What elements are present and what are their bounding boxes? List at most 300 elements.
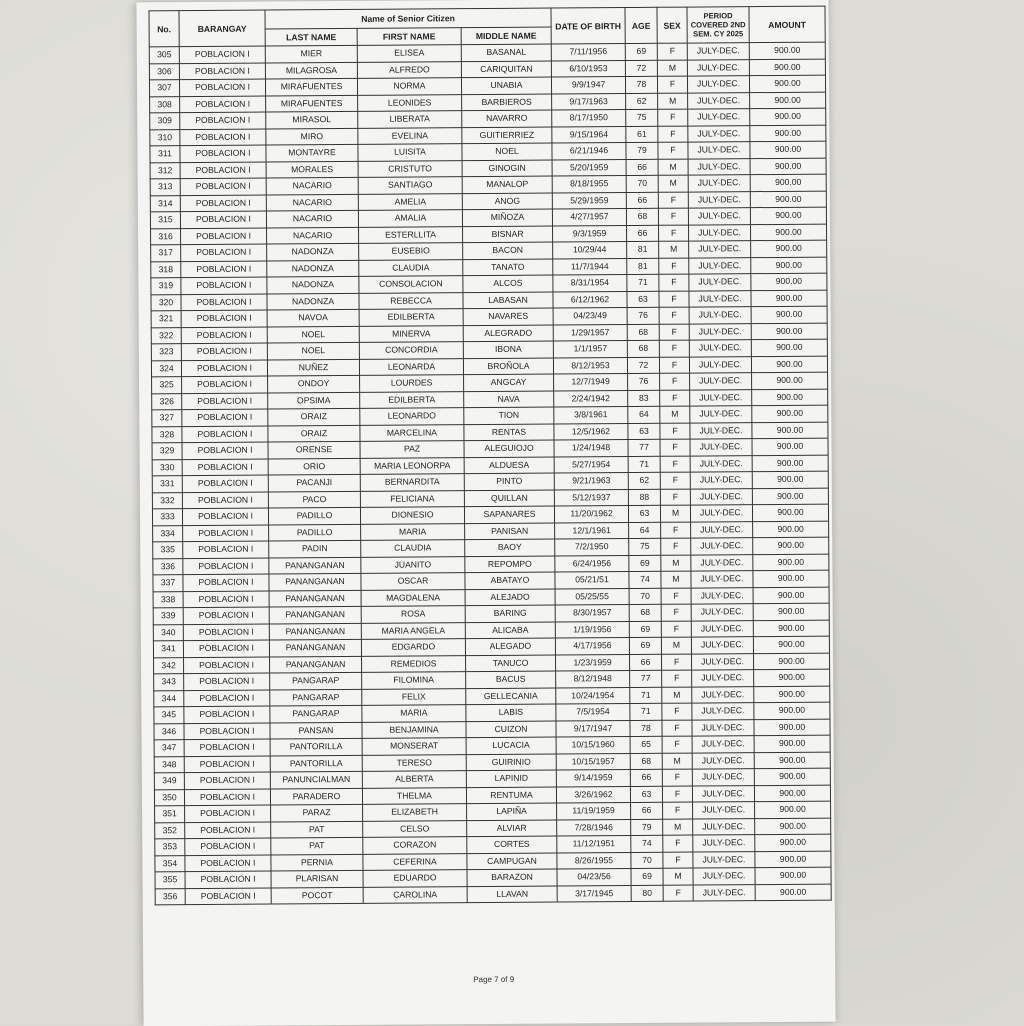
cell-middle-name: BARBIEROS [462, 94, 552, 111]
cell-first-name: MARCELINA [360, 424, 464, 441]
cell-barangay: POBLACION I [179, 79, 265, 96]
cell-barangay: POBLACION I [180, 112, 266, 129]
cell-amount: 900.00 [750, 207, 826, 224]
cell-date-of-birth: 9/3/1959 [553, 225, 627, 242]
cell-barangay: POBLACION I [183, 640, 269, 657]
cell-amount: 900.00 [753, 636, 829, 653]
cell-number: 319 [151, 278, 181, 295]
cell-middle-name: ALDUESA [464, 457, 554, 474]
cell-number: 329 [152, 443, 182, 460]
cell-age: 72 [627, 357, 659, 374]
cell-period: JULY-DEC. [688, 175, 750, 192]
cell-age: 69 [629, 555, 661, 572]
cell-sex: F [661, 538, 691, 555]
cell-middle-name: NAVA [464, 391, 554, 408]
header-date-of-birth: DATE OF BIRTH [551, 8, 625, 45]
cell-amount: 900.00 [755, 867, 831, 884]
cell-first-name: LEONARDO [360, 408, 464, 425]
cell-last-name: NOEL [267, 326, 359, 343]
cell-number: 326 [152, 393, 182, 410]
cell-last-name: ORENSE [268, 441, 360, 458]
cell-period: JULY-DEC. [690, 488, 752, 505]
cell-number: 346 [154, 723, 184, 740]
cell-last-name: PAT [271, 821, 363, 838]
cell-sex: F [660, 472, 690, 489]
cell-date-of-birth: 3/26/1962 [556, 786, 630, 803]
cell-sex: F [660, 456, 690, 473]
cell-amount: 900.00 [753, 587, 829, 604]
cell-period: JULY-DEC. [689, 290, 751, 307]
cell-barangay: POBLACION I [185, 888, 271, 905]
cell-number: 327 [152, 410, 182, 427]
cell-sex: F [658, 192, 688, 209]
cell-period: JULY-DEC. [692, 703, 754, 720]
cell-age: 66 [626, 192, 658, 209]
cell-number: 352 [155, 822, 185, 839]
cell-first-name: AMELIA [358, 193, 462, 210]
cell-number: 355 [155, 872, 185, 889]
cell-middle-name: QUILLAN [464, 490, 554, 507]
cell-sex: F [658, 208, 688, 225]
cell-period: JULY-DEC. [692, 670, 754, 687]
cell-age: 76 [628, 373, 660, 390]
cell-number: 343 [154, 674, 184, 691]
cell-age: 66 [630, 654, 662, 671]
cell-sex: F [659, 274, 689, 291]
cell-first-name: CRISTUTO [358, 160, 462, 177]
cell-barangay: POBLACION I [185, 871, 271, 888]
cell-sex: M [660, 505, 690, 522]
cell-period: JULY-DEC. [691, 538, 753, 555]
cell-amount: 900.00 [754, 735, 830, 752]
cell-period: JULY-DEC. [689, 257, 751, 274]
cell-first-name: CAROLINA [363, 886, 467, 903]
cell-sex: F [663, 885, 693, 902]
cell-last-name: PANANGANAN [269, 557, 361, 574]
cell-date-of-birth: 04/23/56 [557, 868, 631, 885]
cell-number: 349 [154, 773, 184, 790]
cell-period: JULY-DEC. [692, 769, 754, 786]
cell-date-of-birth: 10/15/1960 [556, 736, 630, 753]
cell-number: 305 [149, 47, 179, 64]
cell-period: JULY-DEC. [693, 851, 755, 868]
cell-last-name: ORAIZ [268, 425, 360, 442]
cell-age: 68 [629, 604, 661, 621]
cell-age: 79 [631, 819, 663, 836]
cell-barangay: POBLACION I [184, 756, 270, 773]
cell-number: 331 [152, 476, 182, 493]
cell-barangay: POBLACION I [182, 508, 268, 525]
cell-last-name: PAT [271, 837, 363, 854]
cell-middle-name: LAPINID [466, 770, 556, 787]
cell-sex: F [662, 786, 692, 803]
cell-barangay: POBLACION I [181, 294, 267, 311]
cell-first-name: MARIA [361, 523, 465, 540]
cell-age: 70 [629, 588, 661, 605]
cell-amount: 900.00 [753, 603, 829, 620]
cell-barangay: POBLACION I [185, 822, 271, 839]
cell-last-name: PANTORILLA [270, 738, 362, 755]
cell-middle-name: RENTAS [464, 424, 554, 441]
cell-amount: 900.00 [754, 686, 830, 703]
cell-date-of-birth: 4/17/1956 [555, 638, 629, 655]
cell-date-of-birth: 4/27/1957 [552, 209, 626, 226]
cell-first-name: SANTIAGO [358, 177, 462, 194]
cell-sex: F [659, 340, 689, 357]
cell-date-of-birth: 5/12/1937 [554, 489, 628, 506]
cell-middle-name: ALEGRADO [463, 325, 553, 342]
cell-middle-name: MANALOP [462, 176, 552, 193]
cell-last-name: NOEL [267, 342, 359, 359]
cell-last-name: MILAGROSA [265, 62, 357, 79]
cell-first-name: BENJAMINA [362, 721, 466, 738]
cell-age: 63 [628, 505, 660, 522]
cell-middle-name: REPOMPO [465, 556, 555, 573]
cell-age: 63 [630, 786, 662, 803]
cell-date-of-birth: 11/19/1959 [557, 802, 631, 819]
cell-number: 351 [155, 806, 185, 823]
cell-middle-name: ALEGUIOJO [464, 440, 554, 457]
cell-first-name: CONCORDIA [359, 342, 463, 359]
cell-sex: M [658, 93, 688, 110]
cell-age: 68 [627, 340, 659, 357]
cell-number: 313 [150, 179, 180, 196]
cell-age: 78 [630, 720, 662, 737]
cell-first-name: ALFREDO [357, 61, 461, 78]
cell-number: 341 [153, 641, 183, 658]
cell-date-of-birth: 7/2/1950 [555, 539, 629, 556]
cell-date-of-birth: 8/26/1955 [557, 852, 631, 869]
cell-middle-name: BROÑOLA [463, 358, 553, 375]
cell-middle-name: ANGCAY [464, 374, 554, 391]
cell-middle-name: CUIZON [466, 721, 556, 738]
cell-middle-name: CARIQUITAN [461, 61, 551, 78]
cell-date-of-birth: 5/27/1954 [554, 456, 628, 473]
cell-age: 66 [630, 769, 662, 786]
cell-number: 312 [150, 162, 180, 179]
cell-amount: 900.00 [750, 174, 826, 191]
cell-period: JULY-DEC. [690, 389, 752, 406]
cell-date-of-birth: 04/23/49 [553, 308, 627, 325]
cell-last-name: PANANGANAN [269, 639, 361, 656]
cell-first-name: DIONESIO [360, 507, 464, 524]
cell-first-name: LIBERATA [358, 111, 462, 128]
cell-barangay: POBLACION I [180, 178, 266, 195]
cell-last-name: PANANGANAN [269, 623, 361, 640]
cell-number: 344 [154, 690, 184, 707]
cell-middle-name: BISNAR [463, 226, 553, 243]
cell-period: JULY-DEC. [689, 356, 751, 373]
cell-barangay: POBLACION I [181, 277, 267, 294]
cell-amount: 900.00 [751, 257, 827, 274]
cell-first-name: EDGARDO [361, 639, 465, 656]
cell-first-name: MONSERAT [362, 738, 466, 755]
cell-middle-name: GELLECANIA [466, 688, 556, 705]
cell-number: 311 [150, 146, 180, 163]
cell-date-of-birth: 8/12/1953 [553, 357, 627, 374]
cell-age: 70 [631, 852, 663, 869]
cell-barangay: POBLACION I [179, 63, 265, 80]
cell-sex: F [659, 307, 689, 324]
header-middle-name: MIDDLE NAME [461, 27, 551, 45]
cell-amount: 900.00 [751, 290, 827, 307]
cell-barangay: POBLACION I [182, 376, 268, 393]
cell-last-name: NACARIO [266, 194, 358, 211]
cell-first-name: FELIX [362, 688, 466, 705]
cell-number: 324 [151, 360, 181, 377]
header-first-name: FIRST NAME [357, 28, 461, 46]
cell-last-name: NADONZA [267, 276, 359, 293]
cell-amount: 900.00 [752, 504, 828, 521]
cell-age: 75 [626, 109, 658, 126]
cell-period: JULY-DEC. [689, 241, 751, 258]
cell-number: 328 [152, 426, 182, 443]
cell-period: JULY-DEC. [689, 224, 751, 241]
cell-sex: F [663, 802, 693, 819]
cell-sex: F [659, 357, 689, 374]
cell-sex: F [659, 324, 689, 341]
cell-middle-name: BACUS [466, 671, 556, 688]
cell-amount: 900.00 [750, 125, 826, 142]
cell-middle-name: BARAZON [467, 869, 557, 886]
cell-first-name: ALBERTA [362, 771, 466, 788]
cell-date-of-birth: 12/5/1962 [554, 423, 628, 440]
cell-period: JULY-DEC. [688, 142, 750, 159]
cell-sex: F [662, 769, 692, 786]
cell-middle-name: GINOGIN [462, 160, 552, 177]
cell-period: JULY-DEC. [690, 373, 752, 390]
cell-period: JULY-DEC. [691, 620, 753, 637]
cell-date-of-birth: 9/9/1947 [551, 77, 625, 94]
cell-sex: M [661, 571, 691, 588]
cell-barangay: POBLACION I [182, 426, 268, 443]
cell-last-name: PADILLO [268, 507, 360, 524]
cell-barangay: POBLACION I [185, 838, 271, 855]
cell-middle-name: CAMPUGAN [467, 853, 557, 870]
cell-barangay: POBLACION I [183, 541, 269, 558]
cell-date-of-birth: 12/1/1961 [555, 522, 629, 539]
cell-sex: F [660, 439, 690, 456]
cell-barangay: POBLACION I [183, 591, 269, 608]
cell-barangay: POBLACION I [180, 195, 266, 212]
cell-age: 63 [627, 291, 659, 308]
cell-date-of-birth: 3/17/1945 [557, 885, 631, 902]
page-number: Page 7 of 9 [473, 974, 515, 985]
cell-amount: 900.00 [751, 306, 827, 323]
table-body [149, 42, 831, 905]
header-age: AGE [625, 7, 657, 43]
cell-age: 68 [627, 324, 659, 341]
cell-age: 69 [625, 43, 657, 60]
cell-first-name: MARIA [362, 705, 466, 722]
cell-date-of-birth: 10/24/1954 [556, 687, 630, 704]
cell-amount: 900.00 [752, 422, 828, 439]
cell-number: 318 [151, 261, 181, 278]
cell-date-of-birth: 12/7/1949 [554, 374, 628, 391]
cell-age: 64 [628, 406, 660, 423]
cell-period: JULY-DEC. [688, 158, 750, 175]
cell-last-name: PANANGANAN [269, 590, 361, 607]
cell-first-name: EVELINA [358, 127, 462, 144]
cell-sex: M [661, 637, 691, 654]
cell-barangay: POBLACION I [184, 789, 270, 806]
cell-amount: 900.00 [755, 801, 831, 818]
cell-period: JULY-DEC. [690, 472, 752, 489]
cell-middle-name: GUITIERRIEZ [462, 127, 552, 144]
cell-sex: F [661, 604, 691, 621]
cell-sex: F [663, 835, 693, 852]
cell-first-name: EDILBERTA [360, 391, 464, 408]
cell-first-name: CLAUDIA [359, 259, 463, 276]
cell-period: JULY-DEC. [691, 554, 753, 571]
cell-number: 332 [152, 492, 182, 509]
cell-amount: 900.00 [753, 620, 829, 637]
cell-sex: M [657, 60, 687, 77]
cell-date-of-birth: 11/7/1944 [553, 258, 627, 275]
cell-period: JULY-DEC. [691, 587, 753, 604]
cell-date-of-birth: 5/20/1959 [552, 159, 626, 176]
cell-date-of-birth: 9/17/1963 [552, 93, 626, 110]
cell-barangay: POBLACION I [185, 805, 271, 822]
cell-date-of-birth: 8/30/1957 [555, 605, 629, 622]
cell-period: JULY-DEC. [690, 455, 752, 472]
cell-middle-name: SAPANARES [464, 506, 554, 523]
cell-barangay: POBLACION I [181, 244, 267, 261]
cell-middle-name: LLAVAN [467, 886, 557, 903]
cell-last-name: PACANJI [268, 474, 360, 491]
cell-first-name: JUANITO [361, 556, 465, 573]
cell-middle-name: NOEL [462, 143, 552, 160]
cell-number: 310 [150, 129, 180, 146]
cell-sex: F [658, 142, 688, 159]
cell-barangay: POBLACION I [184, 706, 270, 723]
cell-period: JULY-DEC. [690, 422, 752, 439]
table-row [155, 884, 831, 905]
cell-amount: 900.00 [753, 554, 829, 571]
cell-amount: 900.00 [754, 653, 830, 670]
cell-first-name: REBECCA [359, 292, 463, 309]
cell-number: 340 [153, 624, 183, 641]
cell-amount: 900.00 [755, 834, 831, 851]
cell-age: 62 [626, 93, 658, 110]
cell-barangay: POBLACION I [181, 310, 267, 327]
cell-last-name: MIRASOL [266, 111, 358, 128]
cell-first-name: LEONIDES [358, 94, 462, 111]
cell-number: 350 [154, 789, 184, 806]
cell-sex: F [659, 225, 689, 242]
cell-age: 68 [630, 753, 662, 770]
cell-amount: 900.00 [750, 141, 826, 158]
cell-age: 78 [625, 76, 657, 93]
cell-number: 307 [149, 80, 179, 97]
cell-number: 345 [154, 707, 184, 724]
table-header [149, 6, 825, 47]
cell-date-of-birth: 11/12/1951 [557, 835, 631, 852]
cell-amount: 900.00 [752, 405, 828, 422]
cell-last-name: NACARIO [266, 210, 358, 227]
cell-middle-name: RENTUMA [466, 787, 556, 804]
cell-first-name: MARIA LEONORPA [360, 457, 464, 474]
cell-period: JULY-DEC. [693, 835, 755, 852]
cell-barangay: POBLACION I [183, 607, 269, 624]
cell-barangay: POBLACION I [180, 162, 266, 179]
cell-number: 321 [151, 311, 181, 328]
cell-period: JULY-DEC. [689, 307, 751, 324]
cell-first-name: CELSO [363, 820, 467, 837]
cell-number: 330 [152, 459, 182, 476]
cell-middle-name: LUCACIA [466, 737, 556, 754]
cell-last-name: PANGARAP [270, 689, 362, 706]
cell-first-name: REMEDIOS [362, 655, 466, 672]
cell-middle-name: ALEGADO [465, 638, 555, 655]
cell-sex: F [662, 736, 692, 753]
cell-number: 320 [151, 294, 181, 311]
cell-last-name: MONTAYRE [266, 144, 358, 161]
cell-barangay: POBLACION I [182, 409, 268, 426]
cell-period: JULY-DEC. [688, 92, 750, 109]
cell-date-of-birth: 05/21/51 [555, 572, 629, 589]
cell-period: JULY-DEC. [691, 521, 753, 538]
cell-date-of-birth: 2/24/1942 [554, 390, 628, 407]
cell-barangay: POBLACION I [181, 327, 267, 344]
senior-citizen-table [148, 6, 831, 906]
cell-period: JULY-DEC. [691, 571, 753, 588]
cell-last-name: MORALES [266, 161, 358, 178]
cell-first-name: CEFERINA [363, 853, 467, 870]
cell-number: 306 [149, 63, 179, 80]
cell-barangay: POBLACION I [182, 475, 268, 492]
cell-date-of-birth: 1/19/1956 [555, 621, 629, 638]
cell-period: JULY-DEC. [691, 637, 753, 654]
cell-barangay: POBLACION I [182, 492, 268, 509]
cell-amount: 900.00 [752, 455, 828, 472]
cell-barangay: POBLACION I [182, 393, 268, 410]
cell-date-of-birth: 9/21/1963 [554, 473, 628, 490]
cell-amount: 900.00 [754, 785, 830, 802]
cell-period: JULY-DEC. [692, 752, 754, 769]
cell-first-name: LUISITA [358, 144, 462, 161]
cell-period: JULY-DEC. [691, 604, 753, 621]
cell-sex: F [661, 522, 691, 539]
cell-amount: 900.00 [751, 240, 827, 257]
cell-age: 63 [628, 423, 660, 440]
cell-number: 347 [154, 740, 184, 757]
cell-sex: M [660, 406, 690, 423]
cell-amount: 900.00 [750, 191, 826, 208]
cell-number: 336 [153, 558, 183, 575]
cell-period: JULY-DEC. [692, 719, 754, 736]
cell-period: JULY-DEC. [692, 785, 754, 802]
cell-last-name: PANTORILLA [270, 755, 362, 772]
cell-date-of-birth: 10/15/1957 [556, 753, 630, 770]
cell-period: JULY-DEC. [687, 59, 749, 76]
cell-last-name: PANSAN [270, 722, 362, 739]
document-page [136, 0, 835, 1026]
cell-amount: 900.00 [751, 224, 827, 241]
cell-amount: 900.00 [751, 273, 827, 290]
header-sex: SEX [657, 7, 687, 43]
cell-period: JULY-DEC. [692, 686, 754, 703]
cell-amount: 900.00 [750, 92, 826, 109]
cell-barangay: POBLACION I [180, 145, 266, 162]
cell-date-of-birth: 6/24/1956 [555, 555, 629, 572]
cell-last-name: MIRAFUENTES [266, 95, 358, 112]
cell-number: 342 [154, 657, 184, 674]
cell-sex: F [657, 43, 687, 60]
cell-age: 66 [631, 802, 663, 819]
cell-barangay: POBLACION I [184, 772, 270, 789]
cell-number: 339 [153, 608, 183, 625]
